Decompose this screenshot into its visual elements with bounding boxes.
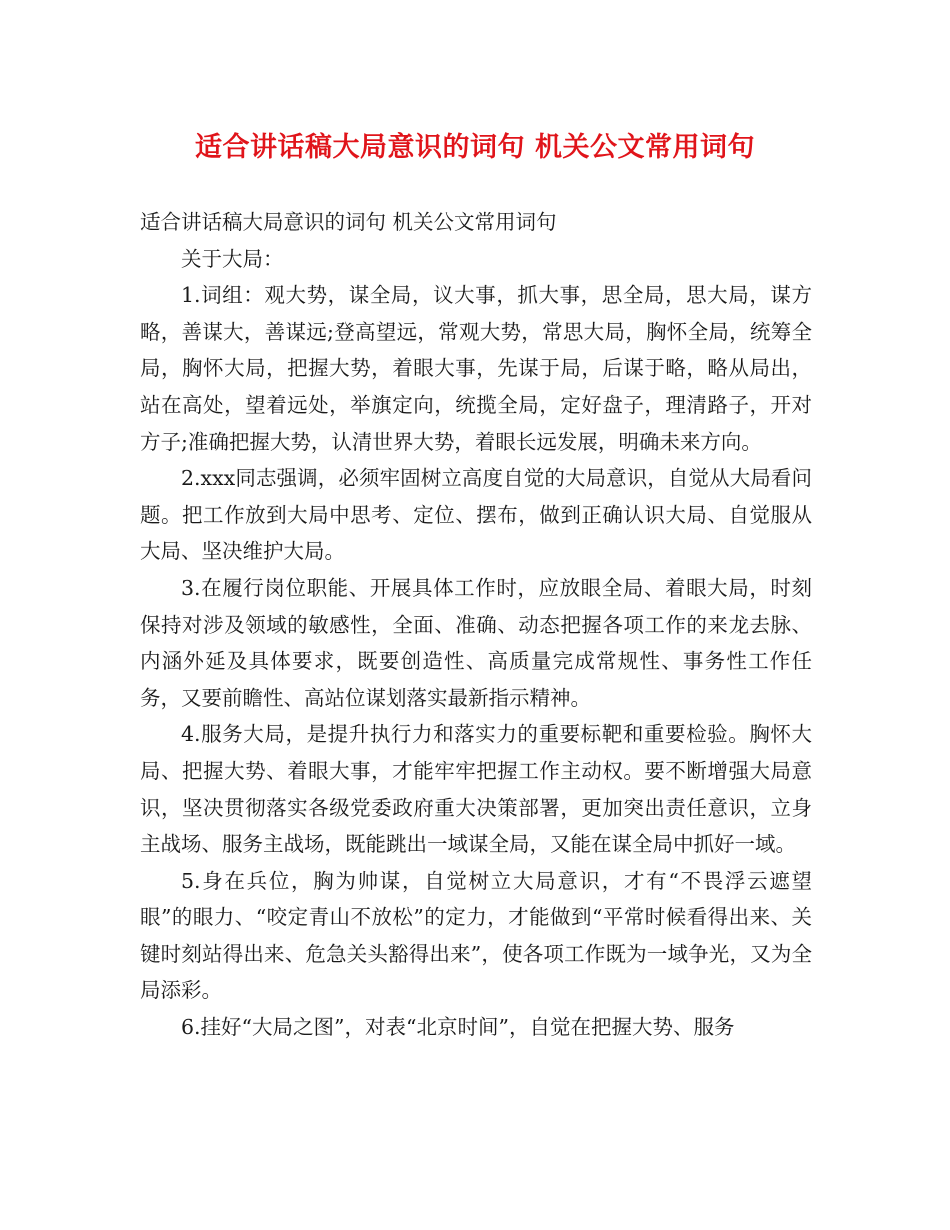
paragraph-3: 3.在履行岗位职能、开展具体工作时，应放眼全局、着眼大局，时刻保持对涉及领域的敏感性，全面、准确、动态把握各项工作的来龙去脉、内涵外延及具体要求，既要创造性、高质量完成常规性、事务性工作任务，又要前瞻性、高站位谋划落实最新指示精神。 (140, 575, 812, 710)
paragraph-6: 6.挂好“大局之图”，对表“北京时间”，自觉在把握大势、服务 (181, 1015, 735, 1040)
paragraph-1: 1.词组：观大势，谋全局，议大事，抓大事，思全局，思大局，谋方略，善谋大，善谋远;登高望远，常观大势，常思大局，胸怀全局，统筹全局，胸怀大局，把握大势，着眼大事，先谋于局，后谋于略，略从局出，站在高处，望着远处，举旗定向，统揽全局，定好盘子，理清路子，开对方子;准确把握大势，认清世界大势，着眼长远发展，明确未来方向。 (140, 283, 812, 454)
paragraph-heading: 关于大局： (181, 246, 284, 271)
paragraph-5: 5.身在兵位，胸为帅谋，自觉树立大局意识，才有“不畏浮云遮望眼”的眼力、“咬定青山不放松”的定力，才能做到“平常时候看得出来、关键时刻站得出来、危急关头豁得出来”，使各项工作既为一域争光，又为全局添彩。 (140, 868, 812, 1003)
document-subtitle: 适合讲话稿大局意识的词句 机关公文常用词句 (140, 210, 557, 234)
paragraph-4: 4.服务大局，是提升执行力和落实力的重要标靶和重要检验。胸怀大局、把握大势、着眼大事，才能牢牢把握工作主动权。要不断增强大局意识，坚决贯彻落实各级党委政府重大决策部署，更加突出责任意识，立身主战场、服务主战场，既能跳出一域谋全局，又能在谋全局中抓好一域。 (140, 722, 812, 857)
paragraph-2: 2.xxx同志强调，必须牢固树立高度自觉的大局意识，自觉从大局看问题。把工作放到大局中思考、定位、摆布，做到正确认识大局、自觉服从大局、坚决维护大局。 (140, 466, 812, 564)
document-title: 适合讲话稿大局意识的词句 机关公文常用词句 (195, 132, 755, 163)
document-body (140, 204, 812, 1046)
